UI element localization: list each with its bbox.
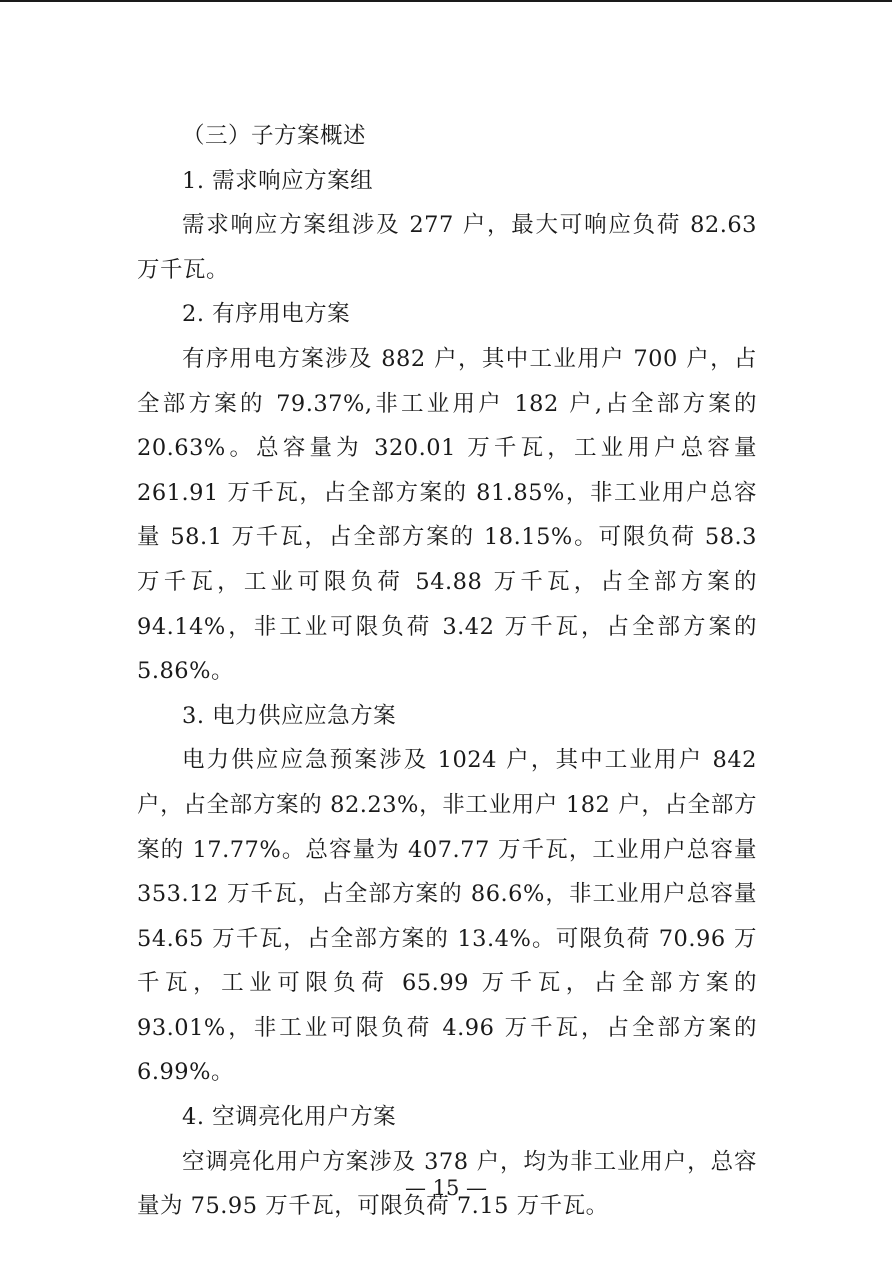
document-body [137,114,757,1229]
subsection-1-title: 1. 需求响应方案组 [182,167,374,194]
page-number: — 15 — [404,1176,488,1200]
top-border-rule [0,0,892,2]
subsection-2-title: 2. 有序用电方案 [182,301,351,328]
subsection-2-body: 有序用电方案涉及 882 户，其中工业用户 700 户，占全部方案的 79.37%,非工业用户 182 户,占全部方案的 20.63%。总容量为 320.01 万千瓦，工业用户总容量 261.91 万千瓦，占全部方案的 81.85%，非工业用户总容量 58.1 万千瓦，占全部方案的 18.15%。可限负荷 58.3 万千瓦，工业可限负荷 54.88 万千瓦，占全部方案的 94.14%，非工业可限负荷 3.42 万千瓦，占全部方案的 5.86%。 [137,345,757,685]
subsection-4-title: 4. 空调亮化用户方案 [182,1104,397,1131]
section-heading: （三）子方案概述 [182,123,367,149]
subsection-4-body: 空调亮化用户方案涉及 378 户，均为非工业用户，总容量为 75.95 万千瓦，可限负荷 7.15 万千瓦。 [137,1148,757,1220]
subsection-1-body: 需求响应方案组涉及 277 户，最大可响应负荷 82.63 万千瓦。 [137,212,757,283]
subsection-3-body: 电力供应应急预案涉及 1024 户，其中工业用户 842 户，占全部方案的 82.23%，非工业用户 182 户，占全部方案的 17.77%。总容量为 407.77 万千瓦，工业用户总容量 353.12 万千瓦，占全部方案的 86.6%，非工业用户总容量 54.65 万千瓦，占全部方案的 13.4%。可限负荷 70.96 万千瓦，工业可限负荷 65.99 万千瓦，占全部方案的 93.01%，非工业可限负荷 4.96 万千瓦，占全部方案的 6.99%。 [137,747,757,1086]
subsection-3-title: 3. 电力供应应急方案 [182,702,397,729]
